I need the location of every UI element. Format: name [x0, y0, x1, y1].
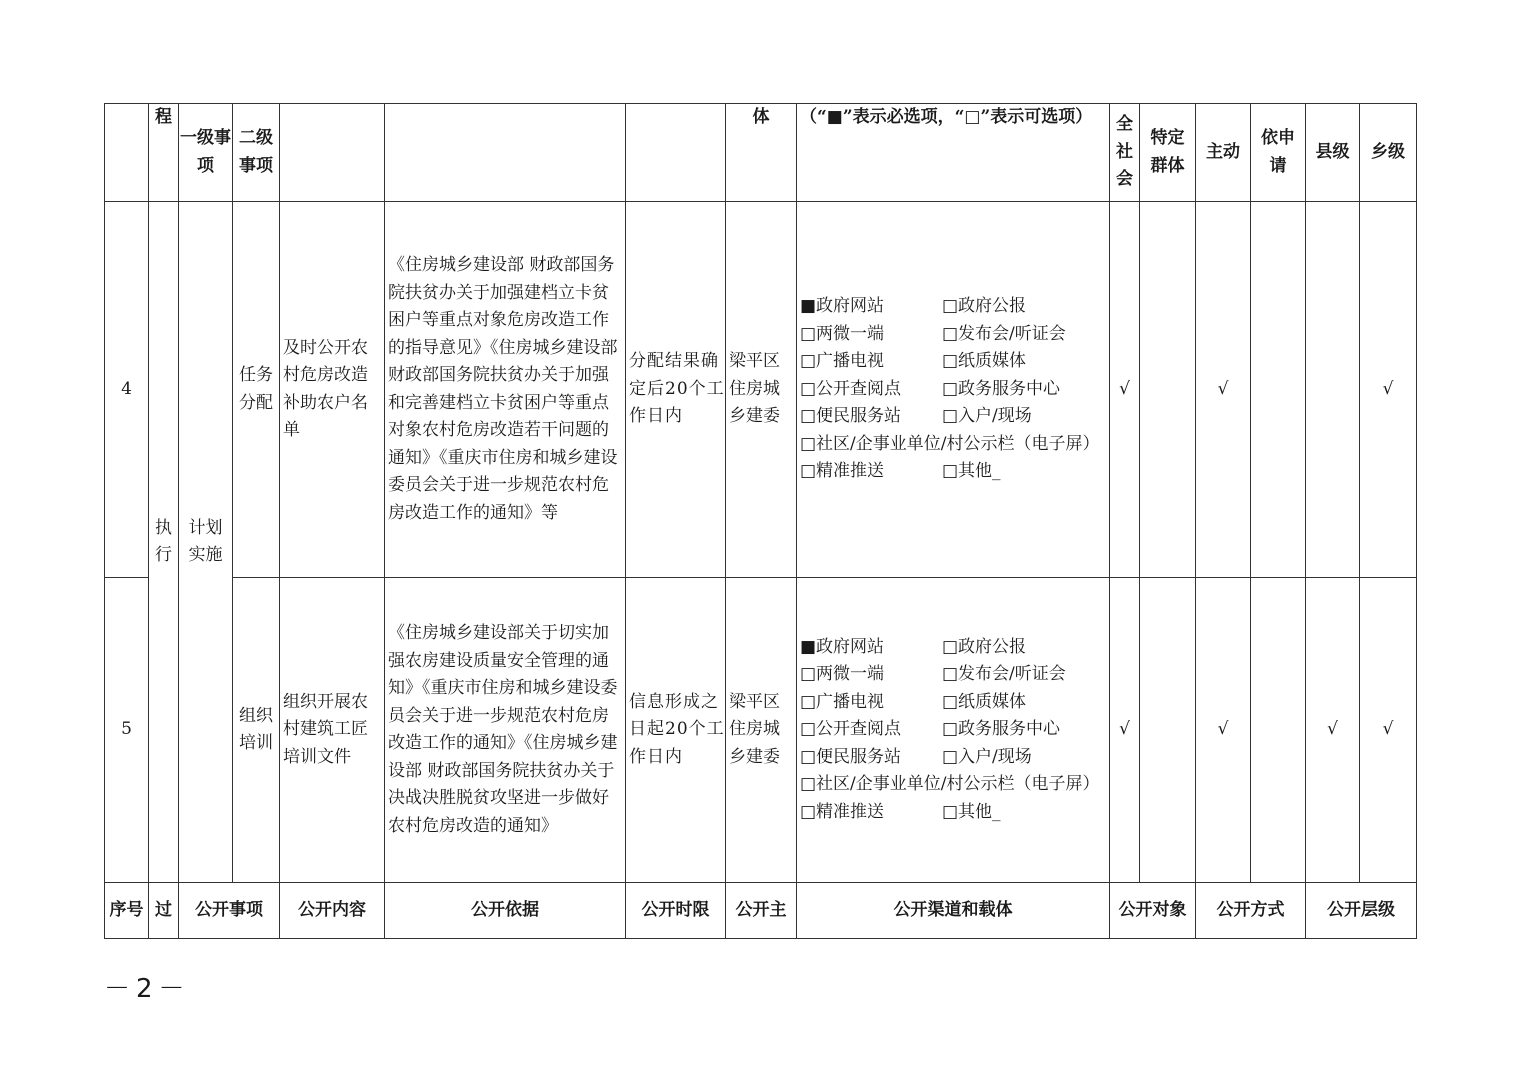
row-by-request	[1251, 202, 1306, 578]
row-county: √	[1306, 578, 1360, 883]
channel-item: □社区/企事业单位/村公示栏（电子屏）	[800, 433, 1100, 454]
channel-item: □入户/现场	[942, 406, 1032, 427]
row-specific-group	[1140, 202, 1196, 578]
footer-channels: 公开渠道和载体	[797, 883, 1110, 939]
row-active: √	[1196, 578, 1251, 883]
table-row	[105, 202, 1417, 578]
footer-items: 公开事项	[179, 883, 280, 939]
footer-basis: 公开依据	[385, 883, 626, 939]
row-channels	[797, 202, 1110, 578]
channel-item: □便民服务站	[800, 406, 902, 427]
channel-item: □其他_	[942, 801, 1001, 822]
channel-item: □发布会/听证会	[942, 664, 1066, 685]
row-specific-group	[1140, 578, 1196, 883]
header-seq-cell	[105, 104, 149, 202]
header-time-cell	[626, 104, 726, 202]
header-content-cell	[280, 104, 385, 202]
channel-item: □入户/现场	[942, 746, 1032, 767]
footer-content: 公开内容	[280, 883, 385, 939]
footer-time-limit: 公开时限	[626, 883, 726, 939]
channel-item: □社区/企事业单位/村公示栏（电子屏）	[800, 774, 1100, 795]
row-township: √	[1360, 578, 1417, 883]
channel-item: □政府公报	[942, 296, 1027, 317]
row-subject: 梁平区住房城乡建委	[726, 202, 797, 578]
channel-item: ■政府网站	[800, 636, 885, 657]
level1-item: 计划实施	[188, 517, 223, 565]
channel-item: □公开查阅点	[800, 378, 902, 399]
header-township: 乡级	[1360, 104, 1417, 202]
header-ti: 体	[726, 104, 797, 202]
channel-item: □广播电视	[800, 691, 885, 712]
row-time-limit: 信息形成之日起20个工作日内	[626, 578, 726, 883]
row-content: 及时公开农村危房改造补助农户名单	[280, 202, 385, 578]
row-channels	[797, 578, 1110, 883]
row-seq: 4	[105, 202, 149, 578]
channel-item: □政府公报	[942, 636, 1027, 657]
row-township: √	[1360, 202, 1417, 578]
channel-item: □政务服务中心	[942, 719, 1061, 740]
row-county	[1306, 202, 1360, 578]
channel-list	[797, 634, 1109, 827]
row-level2: 组织培训	[233, 578, 280, 883]
row-all-society: √	[1110, 578, 1140, 883]
header-level2: 二级事项	[233, 104, 280, 202]
header-level1: 一级事项	[179, 104, 233, 202]
channel-item: □两微一端	[800, 323, 885, 344]
channel-item: □精准推送	[800, 801, 885, 822]
channel-item: □公开查阅点	[800, 719, 902, 740]
channel-item: □发布会/听证会	[942, 323, 1066, 344]
footer-seq: 序号	[105, 883, 149, 939]
footer-level: 公开层级	[1306, 883, 1417, 939]
row-content: 组织开展农村建筑工匠培训文件	[280, 578, 385, 883]
channel-item: □政务服务中心	[942, 378, 1061, 399]
footer-method: 公开方式	[1196, 883, 1306, 939]
row-seq: 5	[105, 578, 149, 883]
header-active: 主动	[1196, 104, 1251, 202]
row-basis: 《住房城乡建设部 财政部国务院扶贫办关于加强建档立卡贫困户等重点对象危房改造工作的指导意见》《住房城乡建设部 财政部国务院扶贫办关于加强和完善建档立卡贫困户等重点对象农村危房改造若干问题的通知》《重庆市住房和城乡建设委员会关于进一步规范农村危房改造工作的通知》等	[385, 202, 626, 578]
channel-item: □纸质媒体	[942, 351, 1027, 372]
header-county: 县级	[1306, 104, 1360, 202]
header-row	[105, 104, 1417, 202]
header-by-request: 依申请	[1251, 104, 1306, 202]
row-by-request	[1251, 578, 1306, 883]
header-cheng: 程	[149, 104, 179, 202]
page-number: －2－	[104, 974, 191, 1004]
row-all-society: √	[1110, 202, 1140, 578]
footer-subject: 公开主	[726, 883, 797, 939]
table-row	[105, 578, 1417, 883]
level1-cell	[179, 202, 233, 883]
channel-item: ■政府网站	[800, 296, 885, 317]
header-basis-cell	[385, 104, 626, 202]
channel-item: □两微一端	[800, 664, 885, 685]
row-time-limit: 分配结果确定后20个工作日内	[626, 202, 726, 578]
channel-item: □其他_	[942, 461, 1001, 482]
process-cell	[149, 202, 179, 883]
channel-item: □便民服务站	[800, 746, 902, 767]
channel-list	[797, 293, 1109, 486]
header-specific-group: 特定群体	[1140, 104, 1196, 202]
channel-item: □纸质媒体	[942, 691, 1027, 712]
header-all-society: 全社会	[1110, 104, 1140, 202]
process-label: 执行	[155, 517, 172, 565]
footer-guo: 过	[149, 883, 179, 939]
footer-target: 公开对象	[1110, 883, 1196, 939]
disclosure-table	[104, 103, 1417, 939]
row-active: √	[1196, 202, 1251, 578]
row-basis: 《住房城乡建设部关于切实加强农房建设质量安全管理的通知》《重庆市住房和城乡建设委员会关于进一步规范农村危房改造工作的通知》《住房城乡建设部 财政部国务院扶贫办关于决战决胜脱贫攻坚进一步做好农村危房改造的通知》	[385, 578, 626, 883]
row-level2: 任务分配	[233, 202, 280, 578]
footer-row	[105, 883, 1417, 939]
row-subject: 梁平区住房城乡建委	[726, 578, 797, 883]
channel-item: □精准推送	[800, 461, 885, 482]
channel-item: □广播电视	[800, 351, 885, 372]
header-channel-note: （“■”表示必选项，“□”表示可选项）	[797, 104, 1110, 202]
